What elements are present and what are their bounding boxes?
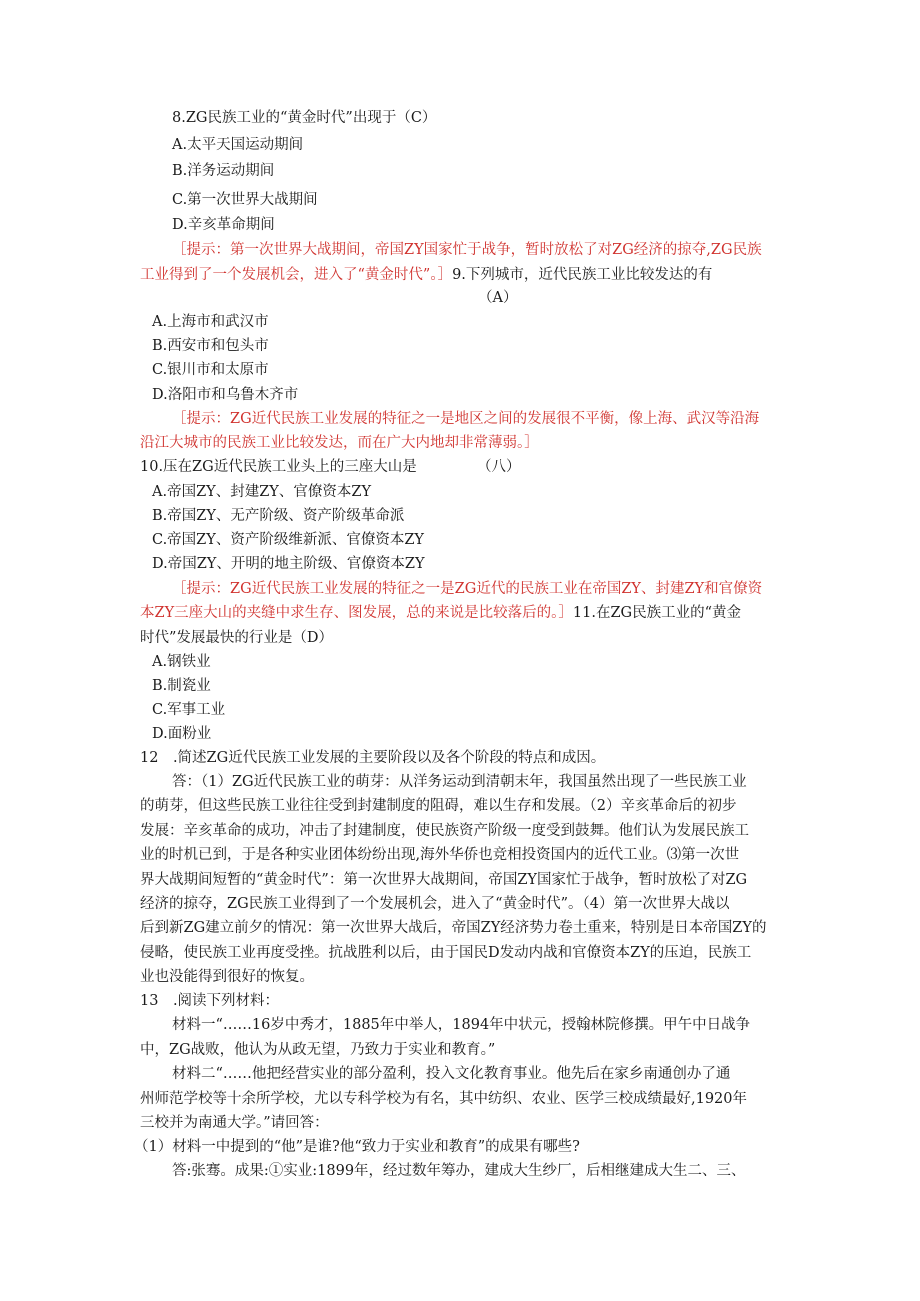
q13-material-line2: 中，ZG战败，他认为从政无望，乃致力于实业和教育。” [140, 1042, 496, 1058]
q8-option-c: C.第一次世界大战期间 [172, 192, 318, 208]
q8-hint-line2-row [140, 265, 712, 285]
q13-material-line4: 州师范学校等十余所学校，尤以专科学校为有名，其中纺织、农业、医学三校成绩最好,1920年 [140, 1091, 748, 1107]
q9-question: 9.下列城市，近代民族工业比较发达的有 [452, 267, 713, 283]
q8-option-a: A.太平天国运动期间 [172, 137, 304, 153]
q12-question: 12 .简述ZG近代民族工业发展的主要阶段以及各个阶段的特点和成因。 [140, 750, 606, 766]
q8-hint-line2: 工业得到了一个发展机会，进入了“黄金时代”。］ [140, 267, 453, 283]
q10-question: 10.压在ZG近代民族工业头上的三座大山是 [140, 459, 417, 475]
q11-option-c: C.军事工业 [152, 702, 226, 718]
q12-answer-line5: 界大战期间短暂的“黄金时代”：第一次世界大战期间，帝国ZY国家忙于战争，暂时放松了对ZG [140, 872, 748, 888]
q12-answer-line2: 的萌芽，但这些民族工业往往受到封建制度的阻碍，难以生存和发展。（2）辛亥革命后的初步 [140, 798, 737, 814]
q8-hint-line1: ［提示：第一次世界大战期间，帝国ZY国家忙于战争，暂时放松了对ZG经济的掠夺,ZG民族 [172, 242, 762, 258]
q11-question: 11.在ZG民族工业的“黄金 [572, 605, 742, 621]
q13-material-line5: 三校并为南通大学。”请回答： [140, 1115, 329, 1131]
q10-hint-line2-row [140, 603, 741, 623]
q12-answer-line1: 答：（1）ZG近代民族工业的萌芽：从洋务运动到清朝末年，我国虽然出现了一些民族工业 [172, 774, 747, 790]
q12-answer-line7: 后到新ZG建立前夕的情况：第一次世界大战后，帝国ZY经济势力卷土重来，特别是日本帝国ZY的 [140, 920, 767, 936]
q8-question: 8.ZG民族工业的“黄金时代”出现于（C） [172, 110, 437, 126]
q11-option-b: B.制瓷业 [152, 678, 211, 694]
q11-option-a: A.钢铁业 [152, 654, 211, 670]
q10-answer: （八） [477, 459, 521, 475]
q13-sub-answer: 答:张骞。成果:①实业:1899年，经过数年筹办，建成大生纱厂，后相继建成大生二、三、 [172, 1163, 746, 1179]
q10-option-b: B.帝国ZY、无产阶级、资产阶级革命派 [152, 508, 405, 524]
q10-option-d: D.帝国ZY、开明的地主阶级、官僚资本ZY [152, 556, 425, 572]
q13-material-line1: 材料一“……16岁中秀才，1885年中举人，1894年中状元，授翰林院修撰。甲午中日战争 [172, 1017, 751, 1033]
q9-option-a: A.上海市和武汉市 [152, 314, 269, 330]
q12-answer-line8: 侵略，使民族工业再度受挫。抗战胜利以后，由于国民D发动内战和官僚资本ZY的压迫，民族工 [140, 945, 752, 961]
q12-answer-line9: 业也没能得到很好的恢复。 [140, 969, 314, 985]
q11-question-cont: 时代”发展最快的行业是（D） [140, 630, 334, 646]
q10-option-a: A.帝国ZY、封建ZY、官僚资本ZY [152, 484, 372, 500]
q12-answer-line6: 经济的掠夺，ZG民族工业得到了一个发展机会，进入了“黄金时代”。（4）第一次世界大战以 [140, 896, 730, 912]
q9-hint-line2: 沿江大城市的民族工业比较发达，而在广大内地却非常薄弱。］ [140, 435, 539, 451]
q10-option-c: C.帝国ZY、资产阶级维新派、官僚资本ZY [152, 532, 424, 548]
q13-material-line3: 材料二“……他把经营实业的部分盈利，投入文化教育事业。他先后在家乡南通创办了通 [172, 1066, 731, 1082]
q13-sub-question: （1）材料一中提到的“他”是谁?他“致力于实业和教育”的成果有哪些? [134, 1139, 580, 1155]
q13-question: 13 .阅读下列材料： [140, 993, 280, 1009]
q9-answer: （A） [478, 290, 518, 306]
q8-option-d: D.辛亥革命期间 [172, 217, 275, 233]
q8-option-b: B.洋务运动期间 [172, 163, 275, 179]
q9-option-c: C.银川市和太原市 [152, 362, 269, 378]
q10-hint-line1: ［提示：ZG近代民族工业发展的特征之一是ZG近代的民族工业在帝国ZY、封建ZY和官僚资 [172, 581, 763, 597]
q9-option-d: D.洛阳市和乌鲁木齐市 [152, 387, 299, 403]
q10-hint-line2: 本ZY三座大山的夹缝中求生存、图发展，总的来说是比较落后的。］ [140, 605, 573, 621]
q9-hint-line1: ［提示：ZG近代民族工业发展的特征之一是地区之间的发展很不平衡，像上海、武汉等沿海 [172, 411, 760, 427]
q9-option-b: B.西安市和包头市 [152, 338, 269, 354]
q11-option-d: D.面粉业 [152, 726, 212, 742]
q12-answer-line3: 发展：辛亥革命的成功，冲击了封建制度，使民族资产阶级一度受到鼓舞。他们认为发展民族工 [140, 823, 749, 839]
q12-answer-line4: 业的时机已到，于是各种实业团体纷纷出现,海外华侨也竞相投资国内的近代工业。⑶第一次世 [140, 847, 740, 863]
